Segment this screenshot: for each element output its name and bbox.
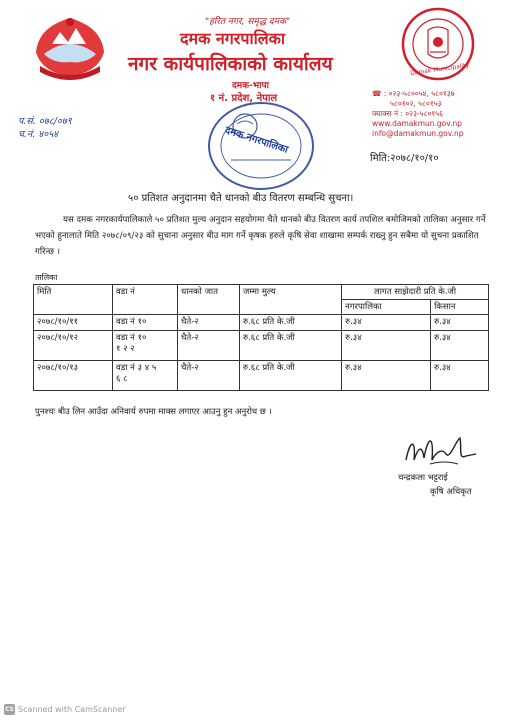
notice-subject: ५० प्रतिशत अनुदानमा चैते धानको बीउ वितरण सम्बन्धि सुचना। — [128, 193, 354, 204]
camscanner-logo-icon: CS — [5, 706, 14, 713]
header-cost-sharing: लागत साझेदारी प्रति के.जी — [342, 285, 489, 300]
chalani-number: च.नं. ४०५४ — [18, 129, 59, 140]
contact-website: www.damakmun.gov.np — [372, 119, 462, 128]
logo-right-text: Damak Municipality — [409, 61, 470, 78]
nepal-emblem-icon — [30, 14, 110, 82]
cell-ward: वडा नं ३ ४ ५ ६ ८ — [113, 361, 178, 391]
table-caption: तालिका — [35, 273, 58, 282]
stamp-text: दमक नगरपालिका — [223, 125, 290, 156]
table-row — [34, 361, 489, 391]
cell-municipality: रु.३४ — [342, 331, 431, 361]
table-row — [34, 331, 489, 361]
cell-ward: वडा नं १० १ २ २ — [113, 331, 178, 361]
notice-date: मिति:२०७८/१०/१० — [370, 153, 439, 164]
cell-date: २०७८/१०/११ — [34, 315, 113, 331]
cell-farmer: रु.३४ — [431, 315, 489, 331]
header-ward: वडा नं — [113, 285, 178, 315]
contact-fax: फ्याक्स नं : ०२३-५८०१५६ — [372, 109, 444, 118]
reference-numbers — [18, 115, 72, 141]
cell-municipality: रु.३४ — [342, 361, 431, 391]
cell-variety: चैते-२ — [178, 331, 240, 361]
cell-variety: चैते-२ — [178, 361, 240, 391]
slogan: "हरित नगर, समृद्ध दमक" — [205, 17, 291, 27]
signatory-name: चन्द्रकला भट्टराई — [398, 473, 448, 483]
contact-phone-2: ५८०१०२, ५८०१५३ — [390, 99, 442, 108]
distribution-table — [33, 284, 489, 391]
header-total-price: जम्मा मुल्य — [240, 285, 342, 315]
camscanner-watermark — [4, 704, 126, 715]
cell-variety: चैते-२ — [178, 315, 240, 331]
header-date: मिति — [34, 285, 113, 315]
postscript-note: पुनश्चः बीउ लिन आउँदा अनिवार्य रुपमा माक्स लगाएर आउनु हुन अनुरोध छ । — [35, 407, 272, 417]
cell-municipality: रु.३४ — [342, 315, 431, 331]
address-line-2: १ नं. प्रदेश, नेपाल — [210, 93, 278, 104]
patra-sankhya: प.सं. ०७८/०७९ — [18, 116, 72, 127]
municipality-name: दमक नगरपालिका — [180, 29, 286, 48]
header-municipality: नगरपालिका — [342, 300, 431, 315]
cell-farmer: रु.३४ — [431, 361, 489, 391]
header-variety: धानको जात — [178, 285, 240, 315]
contact-block — [372, 89, 463, 139]
notice-body: यस दमक नगरकार्यपालिकाले ५० प्रतिशत मुल्य अनुदान सहयोगमा चैते धानको बीउ वितरण कार्य तपशिल बमोजिमको तालिका अनुसार गर्ने भएको हुनालाते मिति २०७८/०९/२३ को सुचाना अनुसार बीउ माग गर्ने कृषक हरुले कृषि सेवा शाखामा सम्पर्क राख्नु हुन सबैमा यो सुचना प्रकाशित गरिन्छ । — [35, 215, 486, 257]
camscanner-text: Scanned with CamScanner — [18, 705, 126, 714]
cell-ward: वडा नं १० — [113, 315, 178, 331]
cell-price: रु.६८ प्रति के.जी — [240, 315, 342, 331]
cell-price: रु.६८ प्रति के.जी — [240, 331, 342, 361]
office-name: नगर कार्यपालिकाको कार्यालय — [128, 53, 333, 75]
signatory-title: कृषि अधिकृत — [430, 487, 472, 497]
cell-date: २०७८/१०/१२ — [34, 331, 113, 361]
header-farmer: किसान — [431, 300, 489, 315]
cell-price: रु.६८ प्रति के.जी — [240, 361, 342, 391]
cell-farmer: रु.३४ — [431, 331, 489, 361]
contact-phone: ☎ : ०२३-५८००५४, ५८०१३७ — [372, 89, 455, 98]
address-line-1: दमक-भापा — [232, 81, 269, 91]
cell-date: २०७८/१०/१३ — [34, 361, 113, 391]
table-row — [34, 315, 489, 331]
table-header-row — [34, 285, 489, 300]
contact-email: info@damakmun.gov.np — [372, 129, 464, 138]
signature-icon — [400, 430, 480, 472]
